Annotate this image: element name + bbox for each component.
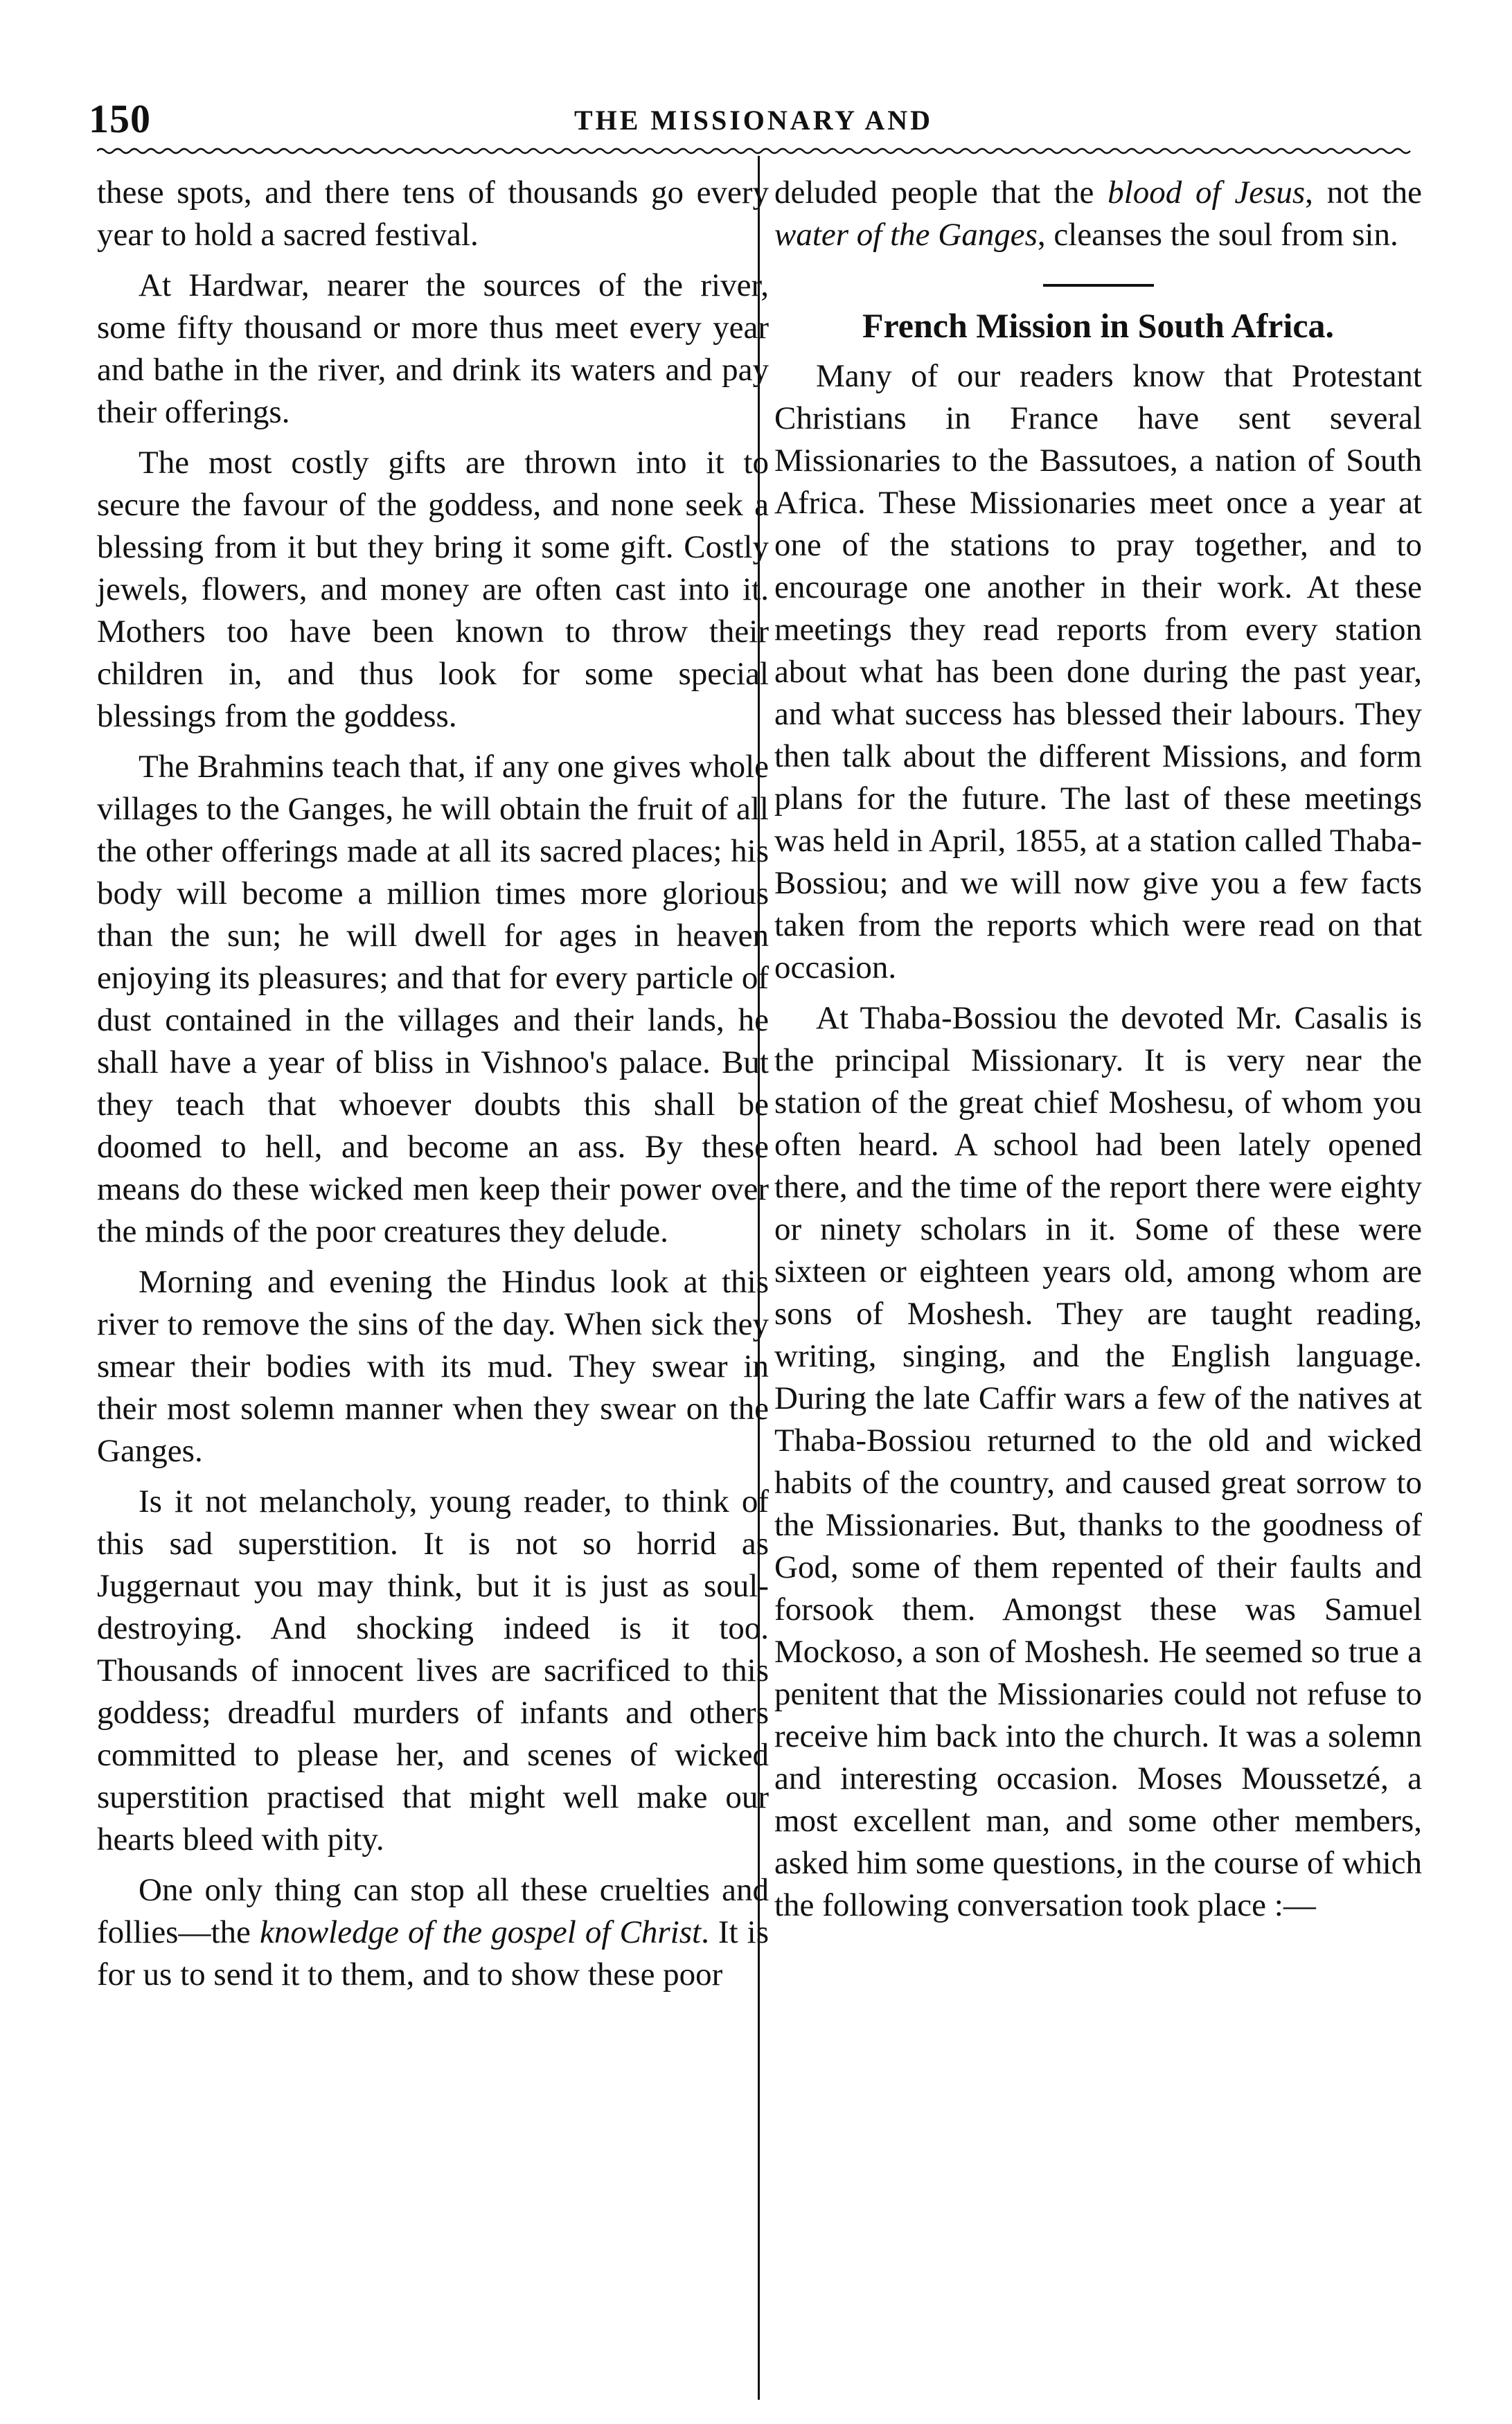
- paragraph: Many of our readers know that Protestant Christians in France have sent several Missionaries to the Bassutoes, a nation of South Africa. These Missionaries meet once a year at one of the stations to pray together, and to encourage one another in their work. At these meetings they read reports from every station about what has been done during the past year, and what success has blessed their labours. They then talk about the different Missions, and form plans for the future. The last of these meetings was held in April, 1855, at a station called Thaba-Bossiou; and we will now give you a few facts taken from the reports which were read on that occasion.: [774, 358, 1422, 986]
- paragraph: The most costly gifts are thrown into it to secure the favour of the goddess, and none seek a blessing from it but they bring it some gift. Costly jewels, flowers, and money are often cast into it. Mothers too have been known to throw their children in, and thus look for some special blessings from the goddess.: [97, 445, 769, 734]
- section-heading: French Mission in South Africa.: [862, 306, 1335, 345]
- italic-phrase: water of the Ganges: [774, 217, 1038, 253]
- page-number: 150: [89, 96, 151, 141]
- paragraph: Is it not melancholy, young reader, to think of this sad superstition. It is not so horrid as Juggernaut you may think, but it is just as soul-destroying. And shocking indeed is it too. Thousands of innocent lives are sacrificed to this goddess; dreadful murders of infants and others committed to please her, and scenes of wicked superstition practised that might well make our hearts bleed with pity.: [97, 1483, 769, 1857]
- text-run: One only thing can stop all these cruelties and follies—the: [97, 1872, 769, 1950]
- left-column: [97, 172, 769, 2004]
- text-run: deluded people that the: [774, 175, 1108, 211]
- right-column: [774, 172, 1422, 1935]
- text-run: , not the: [1305, 175, 1422, 211]
- running-head: THE MISSIONARY AND: [573, 105, 934, 136]
- paragraph: these spots, and there tens of thousands go every year to hold a sacred festival.: [97, 175, 769, 253]
- paragraph: [97, 1869, 769, 1996]
- paragraph: At Hardwar, nearer the sources of the river, some fifty thousand or more thus meet every year and bathe in the river, and drink its waters and pay their offerings.: [97, 267, 769, 430]
- text-run: . It is for us to send it to them, and to show these poor: [97, 1914, 769, 1993]
- text-run: , cleanses the soul from sin.: [1037, 217, 1398, 253]
- italic-phrase: blood of Jesus: [1108, 175, 1306, 211]
- wavy-rule: [97, 145, 1413, 157]
- section-rule: [1043, 284, 1154, 287]
- paragraph: Morning and evening the Hindus look at this river to remove the sins of the day. When sick they smear their bodies with its mud. They swear in their most solemn manner when they swear on the Ganges.: [97, 1264, 769, 1469]
- paragraph: At Thaba-Bossiou the devoted Mr. Casalis is the principal Missionary. It is very near the station of the great chief Moshesu, of whom you often heard. A school had been lately opened there, and the time of the report there were eighty or ninety scholars in it. Some of these were sixteen or eighteen years old, among whom are sons of Moshesh. They are taught reading, writing, singing, and the English language. During the late Caffir wars a few of the natives at Thaba-Bossiou returned to the old and wicked habits of the country, and caused great sorrow to the Missionaries. But, thanks to the goodness of God, some of them repented of their faults and forsook them. Amongst these was Samuel Mockoso, a son of Moshesh. He seemed so true a penitent that the Missionaries could not refuse to receive him back into the church. It was a solemn and interesting occasion. Moses Moussetzé, a most excellent man, and some other members, asked him some questions, in the course of which the following conversation took place :—: [774, 1000, 1422, 1923]
- paragraph: The Brahmins teach that, if any one gives whole villages to the Ganges, he will obtain the fruit of all the other offerings made at all its sacred places; his body will become a million times more glorious than the sun; he will dwell for ages in heaven enjoying its pleasures; and that for every particle of dust contained in the villages and their lands, he shall have a year of bliss in Vishnoo's palace. But they teach that whoever doubts this shall be doomed to hell, and become an ass. By these means do these wicked men keep their power over the minds of the poor creatures they delude.: [97, 749, 769, 1249]
- page-header: [89, 96, 1418, 144]
- italic-phrase: knowledge of the gospel of Christ: [259, 1914, 702, 1950]
- paragraph: [774, 172, 1422, 256]
